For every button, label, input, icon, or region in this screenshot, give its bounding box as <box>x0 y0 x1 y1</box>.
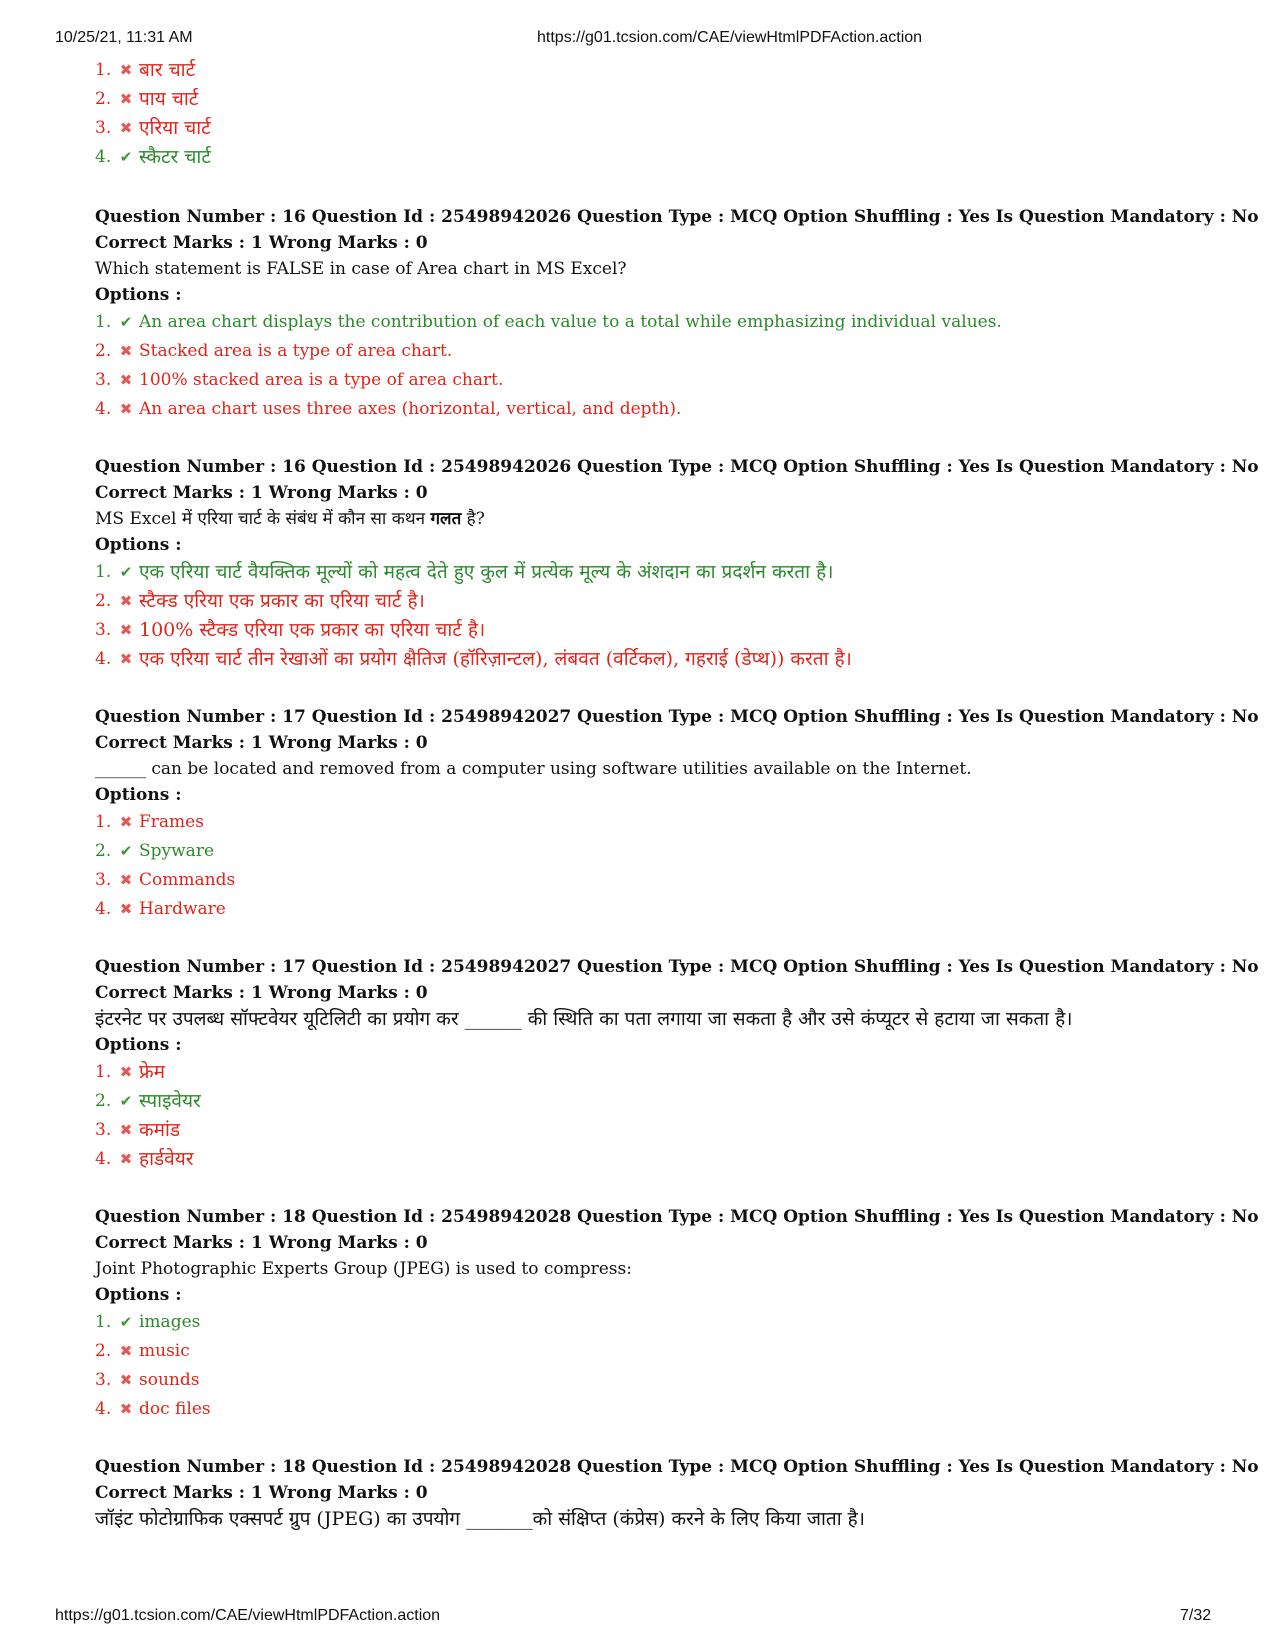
cross-mark-icon: ✖ <box>119 900 133 918</box>
check-mark-icon: ✔ <box>119 1092 133 1110</box>
option-item: 4. ✖ एक एरिया चार्ट तीन रेखाओं का प्रयोग क्षैतिज (हॉरिज़ान्टल), लंबवत (वर्टिकल), गहराई (डेप्थ)) करता है। <box>95 645 1245 674</box>
option-item: 3. ✖ कमांड <box>95 1116 1245 1145</box>
question-marks: Correct Marks : 1 Wrong Marks : 0 <box>95 1483 428 1503</box>
question-text: MS Excel में एरिया चार्ट के संबंध में कौन सा कथन गलत है? <box>95 509 485 529</box>
options-label: Options : <box>95 1035 182 1055</box>
cross-mark-icon: ✖ <box>119 871 133 889</box>
question-marks: Correct Marks : 1 Wrong Marks : 0 <box>95 233 428 253</box>
cross-mark-icon: ✖ <box>119 400 133 418</box>
question-marks: Correct Marks : 1 Wrong Marks : 0 <box>95 983 428 1003</box>
header-datetime: 10/25/21, 11:31 AM <box>55 29 193 46</box>
cross-mark-icon: ✖ <box>119 1121 133 1139</box>
question-text: Joint Photographic Experts Group (JPEG) is used to compress: <box>95 1259 632 1279</box>
check-mark-icon: ✔ <box>119 563 133 581</box>
option-item: 1. ✔ एक एरिया चार्ट वैयक्तिक मूल्यों को महत्व देते हुए कुल में प्रत्येक मूल्य के अंशदान का प्रदर्शन करता है। <box>95 558 1245 587</box>
cross-mark-icon: ✖ <box>119 1063 133 1081</box>
footer-page-number: 7/32 <box>1180 1607 1212 1624</box>
footer-url: https://g01.tcsion.com/CAE/viewHtmlPDFAction.action <box>55 1607 441 1624</box>
question-text: जॉइंट फोटोग्राफिक एक्सपर्ट ग्रुप (JPEG) का उपयोग _______को संक्षिप्त (कंप्रेस) करने के लिए किया जाता है। <box>95 1508 865 1530</box>
question-text: Which statement is FALSE in case of Area chart in MS Excel? <box>95 259 627 279</box>
option-item: 3. ✖ 100% stacked area is a type of area chart. <box>95 366 1245 395</box>
option-item: 1. ✔ An area chart displays the contribution of each value to a total while emphasizing individual values. <box>95 308 1245 337</box>
option-item: 3. ✖ Commands <box>95 866 1245 895</box>
question-marks: Correct Marks : 1 Wrong Marks : 0 <box>95 1233 428 1253</box>
options-label: Options : <box>95 535 182 555</box>
question-block <box>95 204 1259 424</box>
options-label: Options : <box>95 785 182 805</box>
option-item: 1. ✖ बार चार्ट <box>95 56 1245 85</box>
cross-mark-icon: ✖ <box>119 119 133 137</box>
cross-mark-icon: ✖ <box>119 621 133 639</box>
question-block <box>95 704 1259 924</box>
option-item: 2. ✔ स्पाइवेयर <box>95 1087 1245 1116</box>
option-item: 4. ✔ स्कैटर चार्ट <box>95 143 1245 172</box>
cross-mark-icon: ✖ <box>119 90 133 108</box>
question-meta: Question Number : 17 Question Id : 25498942027 Question Type : MCQ Option Shuffling : Yes Is Question Mandatory : No <box>95 957 1259 977</box>
question-marks: Correct Marks : 1 Wrong Marks : 0 <box>95 483 428 503</box>
cross-mark-icon: ✖ <box>119 1150 133 1168</box>
question-meta: Question Number : 18 Question Id : 25498942028 Question Type : MCQ Option Shuffling : Yes Is Question Mandatory : No <box>95 1457 1259 1477</box>
question-block <box>95 1204 1259 1424</box>
option-item: 1. ✖ Frames <box>95 808 1245 837</box>
check-mark-icon: ✔ <box>119 148 133 166</box>
check-mark-icon: ✔ <box>119 842 133 860</box>
question-block <box>95 954 1259 1174</box>
cross-mark-icon: ✖ <box>119 1400 133 1418</box>
header-url: https://g01.tcsion.com/CAE/viewHtmlPDFAction.action <box>537 29 923 46</box>
option-item: 4. ✖ doc files <box>95 1395 1245 1424</box>
question-text: ______ can be located and removed from a computer using software utilities available on the Internet. <box>95 759 972 779</box>
cross-mark-icon: ✖ <box>119 61 133 79</box>
option-item: 2. ✖ पाय चार्ट <box>95 85 1245 114</box>
question-meta: Question Number : 16 Question Id : 25498942026 Question Type : MCQ Option Shuffling : Yes Is Question Mandatory : No <box>95 207 1259 227</box>
question-text: इंटरनेट पर उपलब्ध सॉफ्टवेयर यूटिलिटी का प्रयोग कर ______ की स्थिति का पता लगाया जा सकता है और उसे कंप्यूटर से हटाया जा सकता है। <box>95 1008 1073 1030</box>
question-block <box>95 454 1259 674</box>
carryover-options <box>95 56 1245 172</box>
cross-mark-icon: ✖ <box>119 592 133 610</box>
question-meta: Question Number : 18 Question Id : 25498942028 Question Type : MCQ Option Shuffling : Yes Is Question Mandatory : No <box>95 1207 1259 1227</box>
question-marks: Correct Marks : 1 Wrong Marks : 0 <box>95 733 428 753</box>
question-meta: Question Number : 17 Question Id : 25498942027 Question Type : MCQ Option Shuffling : Yes Is Question Mandatory : No <box>95 707 1259 727</box>
option-item: 3. ✖ एरिया चार्ट <box>95 114 1245 143</box>
cross-mark-icon: ✖ <box>119 650 133 668</box>
question-block <box>95 1454 1259 1532</box>
check-mark-icon: ✔ <box>119 1313 133 1331</box>
option-item: 2. ✖ स्टैक्ड एरिया एक प्रकार का एरिया चार्ट है। <box>95 587 1245 616</box>
option-item: 4. ✖ Hardware <box>95 895 1245 924</box>
cross-mark-icon: ✖ <box>119 1371 133 1389</box>
option-item: 4. ✖ हार्डवेयर <box>95 1145 1245 1174</box>
cross-mark-icon: ✖ <box>119 1342 133 1360</box>
cross-mark-icon: ✖ <box>119 342 133 360</box>
option-item: 3. ✖ 100% स्टैक्ड एरिया एक प्रकार का एरिया चार्ट है। <box>95 616 1245 645</box>
options-label: Options : <box>95 1285 182 1305</box>
option-item: 2. ✖ Stacked area is a type of area chart. <box>95 337 1245 366</box>
cross-mark-icon: ✖ <box>119 371 133 389</box>
option-item: 1. ✖ फ्रेम <box>95 1058 1245 1087</box>
option-item: 4. ✖ An area chart uses three axes (horizontal, vertical, and depth). <box>95 395 1245 424</box>
option-item: 1. ✔ images <box>95 1308 1245 1337</box>
option-item: 2. ✖ music <box>95 1337 1245 1366</box>
option-item: 2. ✔ Spyware <box>95 837 1245 866</box>
check-mark-icon: ✔ <box>119 313 133 331</box>
question-meta: Question Number : 16 Question Id : 25498942026 Question Type : MCQ Option Shuffling : Yes Is Question Mandatory : No <box>95 457 1259 477</box>
option-item: 3. ✖ sounds <box>95 1366 1245 1395</box>
cross-mark-icon: ✖ <box>119 813 133 831</box>
options-label: Options : <box>95 285 182 305</box>
page-content <box>95 56 1259 1532</box>
